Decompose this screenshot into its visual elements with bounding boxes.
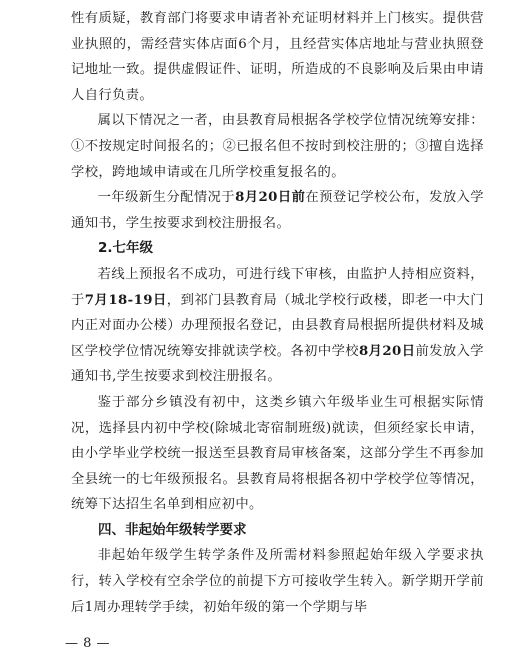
grade7-text-mid: ，到祁门县教育局（城北学校行政楼，即老一中大门内正对面办公楼）办理预报名登记，由县教育局根据所提供材料及城区学校学位情况统筹安排就读学校。各初中学校 (71, 292, 484, 359)
grade7-text-post: 前发放入学通知书,学生按要求到校注册报名。 (71, 343, 484, 385)
heading-grade7: 2.七年级 (98, 240, 154, 257)
paragraph-transfer-rules: 非起始年级学生转学条件及所需材料参照起始年级入学要求执行，转入学校有空余学位的前提下方可接收学生转入。新学期开学前后1周办理转学手续，初始年级的第一个学期与毕 (71, 548, 484, 615)
grade7-date-bold-1: 7月18-19日 (84, 292, 167, 308)
grade1-text-post: 在预登记学校公布，发放入学通知书，学生按要求到校注册报名。 (71, 190, 485, 231)
paragraph-grade1-allocation (71, 185, 484, 236)
grade7-text-pre: 若线上预报名不成功，可进行线下审核，由监护人持相应资料，于 (71, 266, 484, 308)
grade7-date-bold-2: 8月20日 (359, 343, 416, 359)
paragraph-township-students: 鉴于部分乡镇没有初中，这类乡镇六年级毕业生可根据实际情况，选择县内初中学校(除城北寄宿制班级)就读，但须经家长申请，由小学毕业学校统一报送至县教育局审核备案，这部分学生不再参加全县统一的七年级预报名。县教育局将根据各初中学校学位等情况，统筹下达招生名单到相应初中。 (71, 394, 484, 513)
grade1-date-bold: 8月20日前 (235, 190, 306, 206)
paragraph-grade7-offline (71, 262, 484, 390)
paragraph-material-verification: 性有质疑，教育部门将要求申请者补充证明材料并上门核实。提供营业执照的，需经营实体店面6个月，且经营实体店地址与营业执照登记地址一致。提供虚假证件、证明，所造成的不良影响及后果由申请人自行负责。 (71, 11, 484, 103)
page-number: — 8 — (65, 636, 111, 651)
grade1-text-pre: 一年级新生分配情况于 (97, 190, 236, 206)
paragraph-overall-arrangement: 属以下情况之一者，由县教育局根据各学校学位情况统筹安排：①不按规定时间报名的；②已报名但不按时到校注册的；③擅自选择学校，跨地域申请或在几所学校重复报名的。 (71, 113, 484, 180)
heading-transfer-requirements: 四、非起始年级转学要求 (98, 521, 247, 538)
